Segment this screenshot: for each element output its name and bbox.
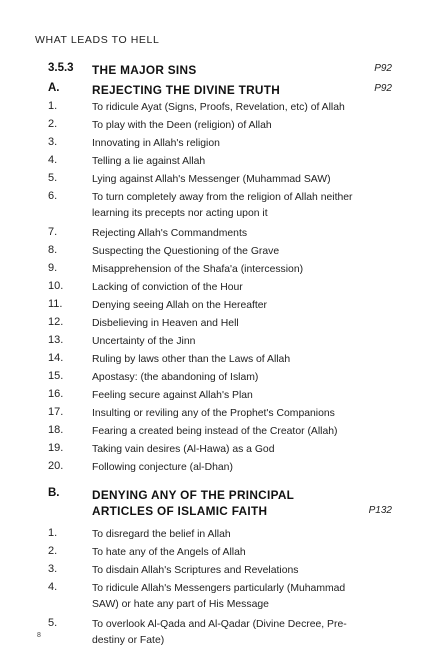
item-number: 17. <box>48 406 64 418</box>
item-text: To disregard the belief in Allah <box>92 529 231 540</box>
item-text: Taking vain desires (Al-Hawa) as a God <box>92 444 275 455</box>
part-a-title: REJECTING THE DIVINE TRUTH <box>92 83 281 97</box>
item-text: Denying seeing Allah on the Hereafter <box>92 300 268 311</box>
item-text: To ridicule Allah's Messengers particularly (Muhammad SAW) or hate any part of His Message <box>92 583 346 610</box>
item-number: 7. <box>48 226 58 238</box>
item-text: Fearing a created being instead of the Creator (Allah) <box>92 426 338 437</box>
item-number: 5. <box>48 172 58 184</box>
item-text: To turn completely away from the religion of Allah neither learning its precepts nor acting upon it <box>92 192 353 219</box>
item-number: 20. <box>48 460 64 472</box>
item-text: Ruling by laws other than the Laws of Allah <box>92 354 291 365</box>
running-head: WHAT LEADS TO HELL <box>35 34 160 46</box>
section-title: THE MAJOR SINS <box>92 63 197 77</box>
item-number: 19. <box>48 442 64 454</box>
item-text: Uncertainty of the Jinn <box>92 336 196 347</box>
part-b-page-ref: P132 <box>368 505 392 516</box>
item-text: Misapprehension of the Shafa'a (intercession) <box>92 264 304 275</box>
item-number: 14. <box>48 352 64 364</box>
page-number: 8 <box>37 632 41 639</box>
item-text: Insulting or reviling any of the Prophet's Companions <box>92 408 335 419</box>
item-number: 6. <box>48 190 58 202</box>
item-number: 9. <box>48 262 58 274</box>
item-number: 4. <box>48 581 58 593</box>
item-text: Telling a lie against Allah <box>92 156 206 167</box>
item-text: Following conjecture (al-Dhan) <box>92 462 233 473</box>
item-text: Innovating in Allah's religion <box>92 138 220 149</box>
item-text: Suspecting the Questioning of the Grave <box>92 246 280 257</box>
item-text: To play with the Deen (religion) of Allah <box>92 120 272 131</box>
item-text: Disbelieving in Heaven and Hell <box>92 318 239 329</box>
item-number: 15. <box>48 370 64 382</box>
part-a-page-ref: P92 <box>374 83 392 94</box>
item-number: 18. <box>48 424 64 436</box>
item-number: 2. <box>48 118 58 130</box>
item-number: 1. <box>48 527 58 539</box>
part-a-letter: A. <box>48 82 60 94</box>
item-text: Feeling secure against Allah's Plan <box>92 390 253 401</box>
part-b-letter: B. <box>48 487 60 499</box>
item-number: 3. <box>48 563 58 575</box>
item-text: To disdain Allah's Scriptures and Revelations <box>92 565 299 576</box>
item-number: 4. <box>48 154 58 166</box>
item-text: Apostasy: (the abandoning of Islam) <box>92 372 259 383</box>
item-number: 2. <box>48 545 58 557</box>
item-text: To overlook Al-Qada and Al-Qadar (Divine Decree, Pre-destiny or Fate) <box>92 619 347 646</box>
item-number: 11. <box>48 298 63 310</box>
section-number: 3.5.3 <box>48 62 74 74</box>
item-number: 8. <box>48 244 58 256</box>
item-text: Rejecting Allah's Commandments <box>92 228 248 239</box>
item-number: 16. <box>48 388 64 400</box>
item-number: 1. <box>48 100 58 112</box>
item-number: 13. <box>48 334 64 346</box>
item-number: 10. <box>48 280 64 292</box>
item-text: Lacking of conviction of the Hour <box>92 282 243 293</box>
item-text: Lying against Allah's Messenger (Muhammad SAW) <box>92 174 331 185</box>
item-text: To hate any of the Angels of Allah <box>92 547 246 558</box>
part-b-title: DENYING ANY OF THE PRINCIPAL ARTICLES OF ISLAMIC FAITH <box>92 488 294 518</box>
item-number: 5. <box>48 617 58 629</box>
item-text: To ridicule Ayat (Signs, Proofs, Revelation, etc) of Allah <box>92 102 345 113</box>
section-page-ref: P92 <box>374 63 392 74</box>
item-number: 12. <box>48 316 64 328</box>
item-number: 3. <box>48 136 58 148</box>
